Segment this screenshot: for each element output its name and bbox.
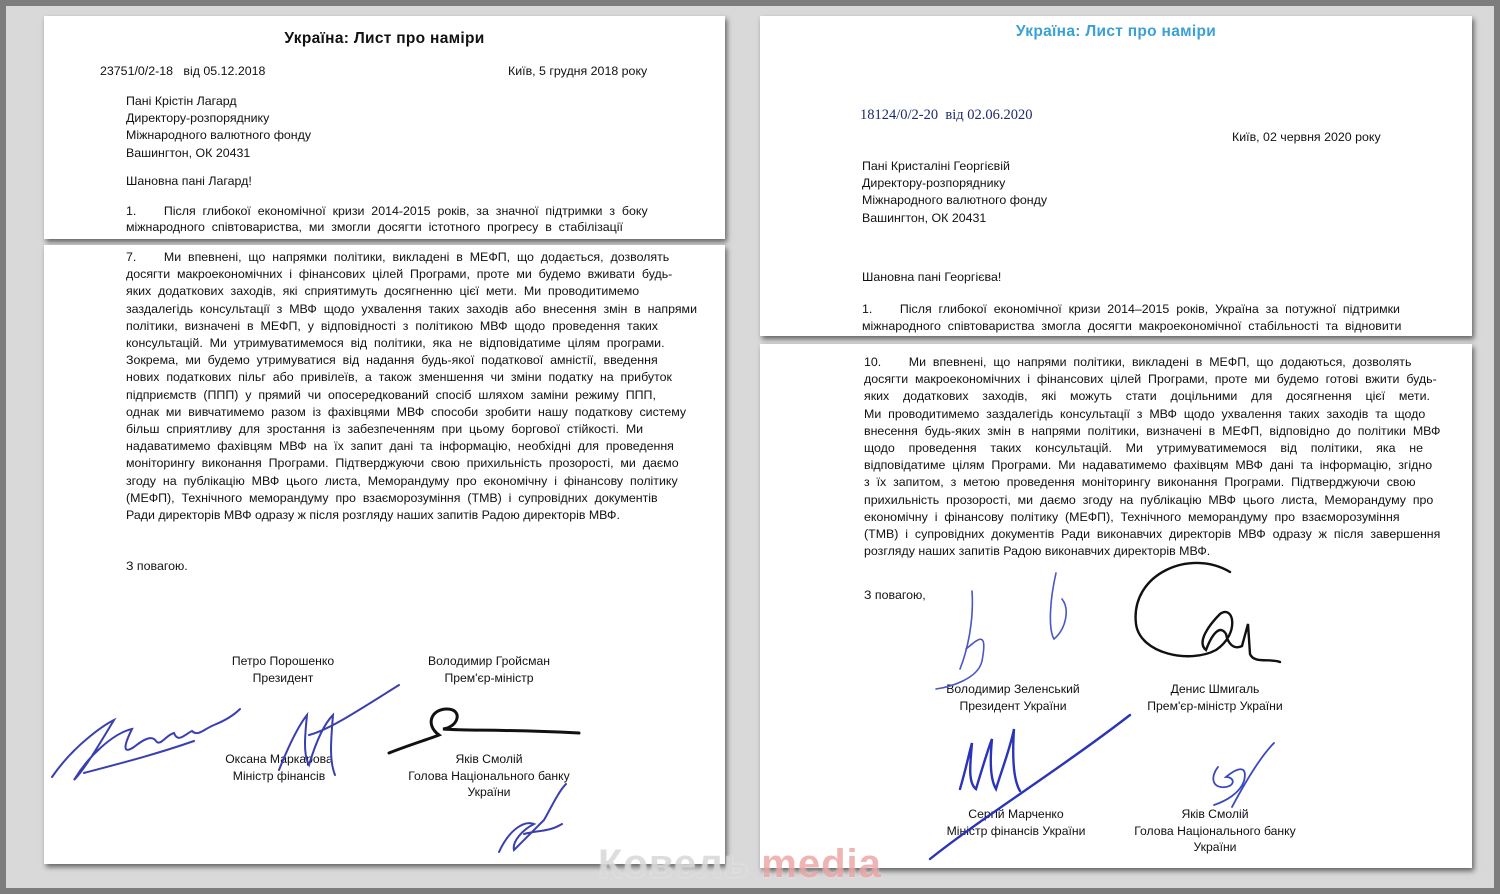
letter-2020-place-date: Київ, 02 червня 2020 року [1232, 130, 1381, 144]
paragraph-line: з їх запитом, з метою проведення моніторингу виконання Програми. Підтверджуючи свою [864, 475, 1416, 490]
paragraph-line: внесення будь-яких змін в напрями політики, визначені в МЕФП, відповідно до політики МВФ [864, 423, 1441, 438]
paragraph-line: розгляду наших запитів Радою виконавчих директорів МВФ. [864, 544, 1211, 559]
address-line: Вашингтон, ОК 20431 [126, 145, 251, 160]
paragraph-line: 10. Ми впевнені, що напрями політики, викладені в МЕФП, що додаються, дозволять [864, 355, 1412, 369]
paragraph-line: більш сприятливу для зростання із забезпеченням при цьому боргової стійкості. Ми [126, 422, 644, 437]
signatory-role-line2: України [467, 785, 511, 799]
paragraph-line: яких додаткових заходів, які сприятимуть досягненню цієї мети. Ми проводитимемо [126, 284, 640, 299]
paragraph-line: заздалегідь консультації з МВФ щодо ухвалення таких заходів або внесення змін в напрями [126, 301, 697, 316]
signatory-role: Голова Національного банку [408, 768, 570, 783]
watermark [598, 842, 882, 887]
paragraph-line: моніторингу виконання Програми. Підтверджуючи свою прихильність прозорості, ми даємо [126, 456, 679, 471]
letter-2020-closing: З повагою, [864, 588, 926, 602]
letter-2018-para1-line: міжнародного співтовариства, ми змогли досягти істотного прогресу в стабілізації [126, 220, 623, 234]
letter-2018-reference: 23751/0/2-18 від 05.12.2018 [100, 64, 266, 78]
zelensky-signature-icon [930, 569, 1110, 699]
letter-2020-paragraph-10 [864, 354, 1441, 560]
shmyhal-signature-icon [1130, 554, 1290, 674]
letter-2018-header-page [44, 16, 725, 239]
signatory-role-line2: України [1193, 840, 1237, 854]
paragraph-line: відповідатиме цілям Програми. Ми надаватимемо фахівцям МВФ дані та інформацію, згідно [864, 458, 1433, 473]
markarova-signature-icon [249, 685, 409, 785]
smoliy-2018-signature-icon [494, 780, 574, 860]
letter-2020-salutation: Шановна пані Георгієва! [862, 270, 1002, 284]
paragraph-line: щодо проведення таких консультацій. Ми утримуватимемося від політики, яка не [864, 441, 1423, 456]
smoliy-2020-signature-icon [1192, 737, 1282, 817]
letter-2020-body-page [760, 344, 1472, 868]
signatory-role: Міністр фінансів України [946, 823, 1086, 838]
signatory-name: Яків Смолій [455, 752, 523, 766]
address-line: Пані Крістін Лагард [126, 94, 237, 108]
signatory-role: Прем'єр-міністр [444, 670, 534, 685]
address-line: Директору-розпоряднику [126, 111, 270, 126]
paragraph-line: економічну і фінансову політику (МЕФП), Технічного меморандуму про взаєморозуміння [864, 509, 1400, 524]
signatory-role: Президент України [959, 698, 1067, 713]
paragraph-line: Ради директорів МВФ одразу ж після розгляду наших запитів Радою директорів МВФ. [126, 508, 620, 523]
letter-2020-address [862, 158, 1047, 227]
marchenko-signature-icon [920, 709, 1140, 868]
signatory-role: Голова Національного банку [1134, 823, 1296, 838]
letter-2018-title: Україна: Лист про наміри [284, 30, 485, 47]
signatory-shmyhal [1140, 681, 1290, 714]
letter-2020-para1-line: міжнародного співтовариства змогла досягти макроекономічної стабільності та відновити [862, 319, 1402, 333]
letter-2018-place-date: Київ, 5 грудня 2018 року [508, 64, 648, 78]
paragraph-line: прихильність прозорості, ми даємо згоду на публікацію МВФ цього листа, Меморандуму про [864, 492, 1434, 507]
watermark-word: Ковель [598, 842, 750, 886]
address-line: Міжнародного валютного фонду [862, 193, 1048, 208]
signatory-name: Володимир Зеленський [946, 682, 1080, 696]
groysman-signature-icon [389, 695, 589, 765]
signatory-name: Яків Смолій [1181, 807, 1249, 821]
paragraph-line: (МЕФП), Технічного меморандуму про взаєморозуміння (ТМВ) і супровідних документів [126, 490, 658, 505]
paragraph-line: консультацій. Ми утримуватимемося від політики, яка не відповідатиме цілям програми. [126, 336, 665, 351]
signatory-role: Прем'єр-міністр України [1147, 698, 1283, 713]
signatory-role: Президент [252, 670, 314, 685]
paragraph-line: (ТМВ) і супровідних документів Ради виконавчих директорів МВФ одразу ж після завершення [864, 527, 1441, 542]
letter-2018-paragraph-7 [126, 249, 697, 524]
paragraph-line: Зокрема, ми будемо утримуватися від надання будь-якої податкової амністії, введення [126, 353, 658, 368]
paragraph-line: досягти макроекономічних і фінансових цілей Програми, проте ми будемо готові вжити будь- [864, 372, 1437, 387]
signatory-name: Оксана Маркарова [225, 752, 333, 766]
letter-2020-para1-line: 1. Після глибокої економічної кризи 2014–2015 років, Україна за потужної підтримки [862, 302, 1400, 316]
signatory-name: Володимир Гройсман [428, 654, 550, 668]
watermark-accent: media [761, 842, 882, 886]
paragraph-line: досягти макроекономічних і фінансових цілей Програми, проте ми будемо вживати будь- [126, 267, 673, 282]
signatory-groysman [427, 653, 551, 686]
letter-2020-reference: 18124/0/2-20 від 02.06.2020 [860, 107, 1033, 123]
letter-2020-header-page [760, 16, 1472, 336]
paragraph-line: 7. Ми впевнені, що напрямки політики, викладені в МЕФП, що додається, дозволять [126, 250, 670, 264]
letter-2020-title: Україна: Лист про наміри [1015, 23, 1217, 40]
signatory-role: Міністр фінансів [232, 768, 326, 783]
signatory-name: Денис Шмигаль [1170, 682, 1260, 696]
address-line: Директору-розпоряднику [862, 176, 1006, 191]
letter-2018-body-page [44, 245, 725, 864]
signatory-poroshenko [228, 653, 338, 686]
letter-2018-para1-line: 1. Після глибокої економічної кризи 2014-2015 років, за значної підтримки з боку [126, 204, 648, 218]
paragraph-line: однак ми вивчатимемо разом із фахівцями МВФ способи зробити нашу податкову систему [126, 404, 687, 419]
letter-2018-address [126, 93, 311, 162]
letter-2018-closing: З повагою. [126, 559, 188, 573]
address-line: Пані Кристаліні Георгієвій [862, 159, 1010, 173]
address-line: Міжнародного валютного фонду [126, 128, 312, 143]
paragraph-line: надаватимемо фахівцям МВФ на їх запит дані та інформацію, необхідні для проведення [126, 439, 674, 454]
paragraph-line: яких додаткових заходів, які можуть стати доцільними для досягнення цієї мети. [864, 389, 1430, 404]
poroshenko-signature-icon [44, 685, 244, 795]
paragraph-line: політики, визначені в МЕФП, у відповідності з політикою МВФ щодо проведення таких [126, 318, 658, 333]
letter-2018-salutation: Шановна пані Лагард! [126, 174, 252, 188]
signatory-name: Петро Порошенко [231, 654, 335, 668]
paragraph-line: нових податкових пільг або привілеїв, а також зменшення чи зміни податку на прибуток [126, 370, 672, 385]
signatory-name: Сергій Марченко [968, 807, 1064, 821]
paragraph-line: Ми проводитимемо заздалегідь консультації з МВФ щодо ухвалення таких заходів та щодо [864, 406, 1426, 421]
paragraph-line: підприємств (ППП) у прямий чи опосередкований спосіб шляхом заміни режиму ППП, [126, 387, 656, 402]
address-line: Вашингтон, ОК 20431 [862, 210, 987, 225]
paragraph-line: згоду на публікацію МВФ цього листа, Меморандуму про економічну і фінансову політику [126, 473, 678, 488]
